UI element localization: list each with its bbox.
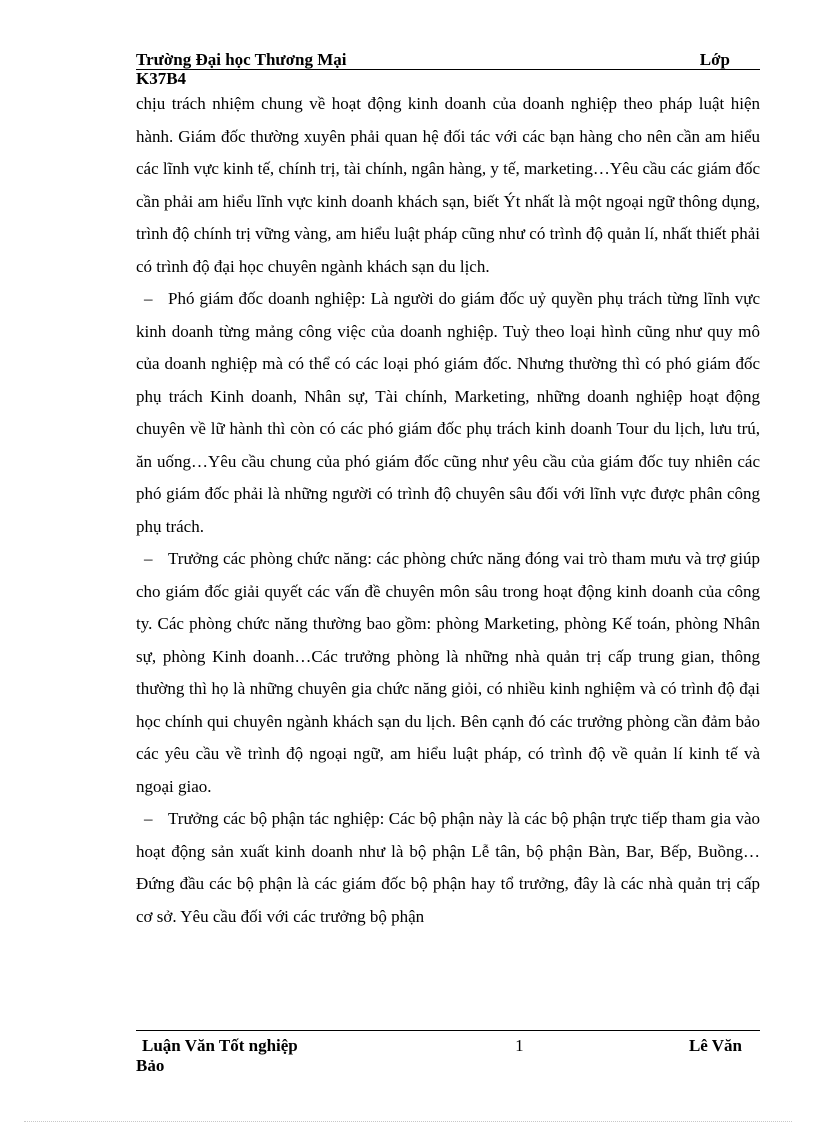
page-footer xyxy=(136,1036,760,1076)
header-class-label: Lớp xyxy=(699,50,730,69)
header-school-name: Trường Đại học Thương Mại xyxy=(136,50,347,69)
paragraph-deputy-director xyxy=(136,283,760,543)
footer-author-name-cont: Bảo xyxy=(136,1056,165,1075)
paragraph-text: Phó giám đốc doanh nghiệp: Là người do giám đốc uỷ quyền phụ trách từng lĩnh vực kinh doanh từng mảng công việc của doanh nghiệp. Tuỳ theo loại hình cũng như quy mô của doanh nghiệp mà có thể có các loại phó giám đốc. Nhưng thường thì có phó giám đốc phụ trách Kinh doanh, Nhân sự, Tài chính, Marketing, những doanh nghiệp hoạt động chuyên về lữ hành thì còn có các phó giám đốc phụ trách kinh doanh Tour du lịch, lưu trú, ăn uống…Yêu cầu chung của phó giám đốc cũng như yêu cầu của giám đốc tuy nhiên các phó giám đốc phải là những người có trình độ chuyên sâu đối với lĩnh vực được phân công phụ trách. xyxy=(136,289,760,536)
paragraph-text: Trưởng các bộ phận tác nghiệp: Các bộ phận này là các bộ phận trực tiếp tham gia vào hoạt động sản xuất kinh doanh như là bộ phận Lễ tân, bộ phận Bàn, Bar, Bếp, Buồng…Đứng đầu các bộ phận là các giám đốc bộ phận hay tổ trưởng, đây là các nhà quản trị cấp cơ sở. Yêu cầu đối với các trưởng bộ phận xyxy=(136,809,760,926)
paragraph-unit-heads xyxy=(136,803,760,933)
header-rule xyxy=(136,69,760,70)
footer-author-name: Lê Văn xyxy=(688,1036,742,1055)
paragraph-text: Trưởng các phòng chức năng: các phòng chức năng đóng vai trò tham mưu và trợ giúp cho giám đốc giải quyết các vấn đề chuyên môn sâu trong hoạt động kinh doanh của công ty. Các phòng chức năng thường bao gồm: phòng Marketing, phòng Kế toán, phòng Nhân sự, phòng Kinh doanh…Các trưởng phòng là những nhà quản trị cấp trung gian, thông thường thì họ là những chuyên gia chức năng giỏi, có nhiều kinh nghiệm và có trình độ đại học chính qui chuyên ngành khách sạn du lịch. Bên cạnh đó các trưởng phòng cần đảm bảo các yêu cầu về trình độ ngoại ngữ, am hiểu luật pháp, có trình độ về quản lí kinh tế và ngoại giao. xyxy=(136,549,760,796)
header-class-code: K37B4 xyxy=(136,69,187,88)
page-boundary xyxy=(24,1121,792,1122)
document-body xyxy=(136,88,760,933)
footer-thesis-label: Luận Văn Tốt nghiệp xyxy=(142,1036,298,1055)
footer-rule xyxy=(136,1030,760,1031)
bullet-dash: – xyxy=(144,549,153,568)
page-header xyxy=(136,50,760,88)
bullet-dash: – xyxy=(144,289,153,308)
paragraph-director: chịu trách nhiệm chung về hoạt động kinh doanh của doanh nghiệp theo pháp luật hiện hành. Giám đốc thường xuyên phải quan hệ đối tác với các bạn hàng cho nên cần am hiểu các lĩnh vực kinh tế, chính trị, tài chính, ngân hàng, y tế, marketing…Yêu cầu các giám đốc cần phải am hiểu lĩnh vực kinh doanh khách sạn, biết Ýt nhất là một ngoại ngữ thông dụng, trình độ chính trị vững vàng, am hiểu luật pháp cũng như có trình độ quản lí, nhất thiết phải có trình độ đại học chuyên ngành khách sạn du lịch. xyxy=(136,94,760,276)
page-number: 1 xyxy=(515,1036,524,1055)
paragraph-department-heads xyxy=(136,543,760,803)
bullet-dash: – xyxy=(144,809,153,828)
